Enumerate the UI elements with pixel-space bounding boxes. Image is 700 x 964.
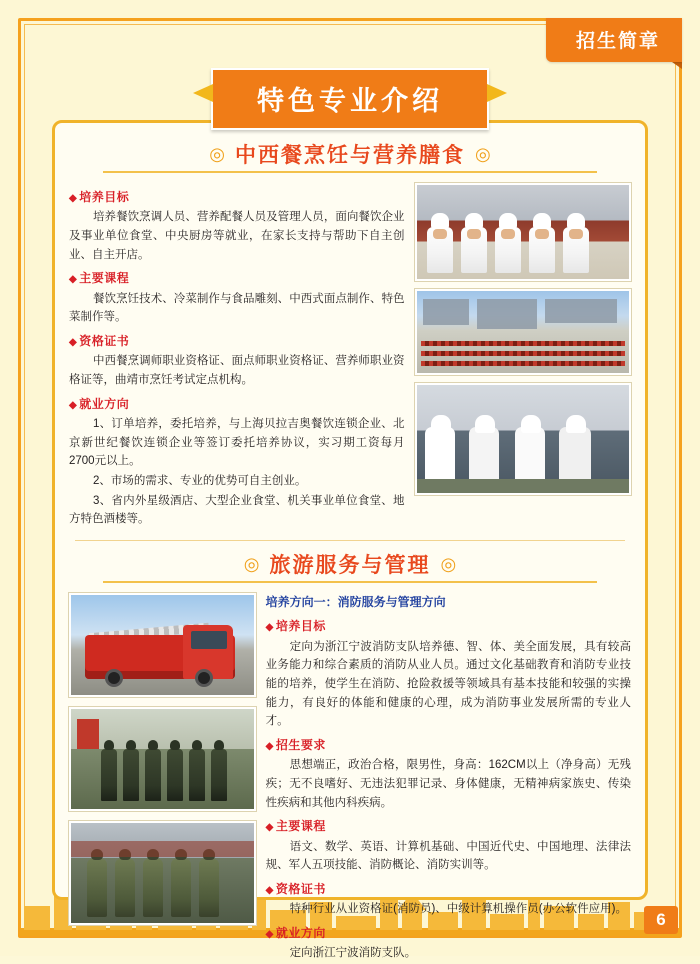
sub-head-certs-2-label: 资格证书 xyxy=(275,881,326,896)
sub-head-goal-1 xyxy=(69,188,405,207)
section-2-underline xyxy=(103,581,597,583)
photo-chefs-training-image xyxy=(417,185,629,279)
photo-marching-cadets xyxy=(69,707,256,811)
paragraph-certs-1: 中西餐烹调师职业资格证、面点师职业资格证、营养师职业资格证等，曲靖市烹饪考试定点机构。 xyxy=(69,355,405,387)
photo-camouflage-training-image xyxy=(71,823,254,923)
paragraph-goal-1: 培养餐饮烹调人员、营养配餐人员及管理人员，面向餐饮企业及事业单位食堂、中央厨房等就业，在家长支持与帮助下自主创业、自主开店。 xyxy=(69,211,405,261)
decor-ring-left-icon: ◎ xyxy=(243,553,260,574)
sub-head-admission-2 xyxy=(266,736,631,755)
content-card xyxy=(52,120,648,960)
page-title-banner xyxy=(0,68,700,130)
section-divider xyxy=(75,540,625,541)
paragraph-courses-1: 餐饮烹饪技术、冷菜制作与食品雕刻、中西式面点制作、特色菜制作等。 xyxy=(69,292,405,324)
diamond-icon: ◆ xyxy=(265,884,274,896)
section-1-title: 中西餐烹饪与营养膳食 xyxy=(235,144,465,167)
paragraph-employment-1-2: 2、市场的需求、专业的优势可自主创业。 xyxy=(93,475,307,487)
paragraph-employment-2: 定向浙江宁波消防支队。 xyxy=(289,947,417,960)
paragraph-admission-2: 思想端正，政治合格，限男性，身高：162CM以上（净身高）无残疾；无不良嗜好、无违法犯罪记录、身体健康，无精神病家族史、传染性疾病和其他内科疾病。 xyxy=(265,759,631,809)
section-2-header xyxy=(69,549,631,583)
section-1-header xyxy=(69,139,631,173)
diamond-icon: ◆ xyxy=(265,928,274,940)
section-1-text-column xyxy=(69,183,405,530)
decor-ring-left-icon: ◎ xyxy=(209,144,225,164)
diamond-icon: ◆ xyxy=(69,193,78,204)
sub-head-goal-2-label: 培养目标 xyxy=(275,619,326,634)
section-1-body xyxy=(69,183,631,530)
sub-head-employment-1 xyxy=(69,395,405,414)
diamond-icon: ◆ xyxy=(69,399,78,411)
diamond-icon: ◆ xyxy=(265,740,274,752)
sub-head-courses-2-label: 主要课程 xyxy=(275,819,326,834)
photo-fire-truck-image xyxy=(71,595,254,695)
section-1-underline xyxy=(103,171,597,173)
ribbon-tab-label: 招生简章 xyxy=(546,18,682,62)
photo-campus-parade xyxy=(415,289,631,375)
sub-head-certs-1 xyxy=(69,332,405,351)
photo-cooking-class-image xyxy=(417,385,629,493)
paragraph-employment-1-3: 3、省内外星级酒店、大型企业食堂、机关事业单位食堂、地方特色酒楼等。 xyxy=(69,494,405,526)
section-1-photo-column xyxy=(415,183,631,530)
photo-marching-cadets-image xyxy=(71,709,254,809)
sub-head-certs-1-label: 资格证书 xyxy=(79,334,130,348)
sub-head-employment-2 xyxy=(266,924,631,943)
sub-head-courses-1-label: 主要课程 xyxy=(79,271,130,286)
direction-heading: 培养方向一：消防服务与管理方向 xyxy=(265,594,446,609)
diamond-icon: ◆ xyxy=(69,274,78,286)
photo-camouflage-training xyxy=(69,821,256,925)
paragraph-certs-2: 特种行业从业资格证(消防员)、中级计算机操作员(办公软件应用)。 xyxy=(289,903,627,916)
decor-ring-right-icon: ◎ xyxy=(440,553,457,574)
photo-fire-truck xyxy=(69,593,256,697)
sub-head-certs-2 xyxy=(266,880,631,899)
sub-head-courses-2 xyxy=(266,817,631,836)
sub-head-employment-1-label: 就业方向 xyxy=(79,396,130,411)
section-2-title: 旅游服务与管理 xyxy=(269,553,431,577)
paragraph-courses-2: 语文、数学、英语、计算机基础、中国近代史、中国地理、法律法规、军人五项技能、消防概论、消防实训等。 xyxy=(265,840,631,872)
page-number: 6 xyxy=(644,906,678,934)
sub-head-admission-2-label: 招生要求 xyxy=(275,737,326,752)
section-2-text-column xyxy=(266,593,631,964)
sub-head-courses-1 xyxy=(69,269,405,288)
photo-campus-parade-image xyxy=(417,291,629,373)
paragraph-goal-2: 定向为浙江宁波消防支队培养德、智、体、美全面发展，具有较高业务能力和综合素质的消防从业人员。通过文化基础教育和消防专业技能的培养，使学生在消防、抢险救援等领域具有基本技能和较强的实操能力，有良好的体能和健康的心理，成为消防事业发展所需的专业人才。 xyxy=(265,640,631,728)
diamond-icon: ◆ xyxy=(265,822,274,834)
section-2-photo-column xyxy=(69,593,256,964)
sub-head-goal-2 xyxy=(266,617,631,636)
ribbon-notch xyxy=(672,62,682,69)
paragraph-employment-1-1: 1、订单培养，委托培养，与上海贝拉吉奥餐饮连锁企业、北京新世纪餐饮连锁企业等签订委托培养协议，实习期工资每月2700元以上。 xyxy=(69,418,405,468)
diamond-icon: ◆ xyxy=(69,337,78,348)
decor-ring-right-icon: ◎ xyxy=(475,144,491,164)
photo-chefs-training xyxy=(415,183,631,281)
section-2-body xyxy=(69,593,631,964)
sub-head-goal-1-label: 培养目标 xyxy=(79,190,130,204)
sub-head-employment-2-label: 就业方向 xyxy=(275,925,326,940)
diamond-icon: ◆ xyxy=(265,622,274,634)
photo-cooking-class xyxy=(415,383,631,495)
page-title: 特色专业介绍 xyxy=(211,68,489,130)
